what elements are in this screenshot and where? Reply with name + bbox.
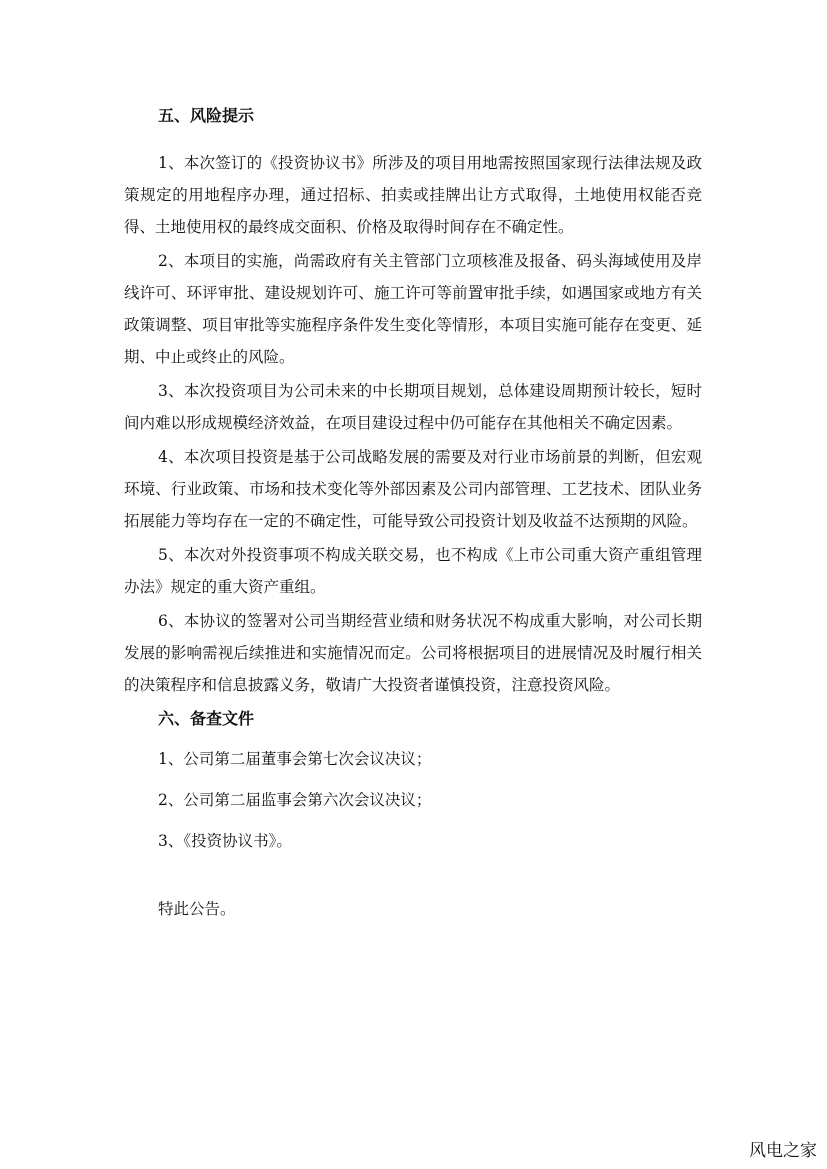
- document-body: [124, 102, 702, 925]
- reference-doc-item-3: 3、《投资协议书》。: [158, 832, 292, 850]
- reference-doc-item-1: 1、公司第二届董事会第七次会议决议；: [158, 750, 432, 768]
- risk-paragraph-4: 4、本次项目投资是基于公司战略发展的需要及对行业市场前景的判断，但宏观环境、行业政策、市场和技术变化等外部因素及公司内部管理、工艺技术、团队业务拓展能力等均存在一定的不确定性，可能导致公司投资计划及收益不达预期的风险。: [124, 448, 702, 530]
- risk-paragraph-1: 1、本次签订的《投资协议书》所涉及的项目用地需按照国家现行法律法规及政策规定的用地程序办理，通过招标、拍卖或挂牌出让方式取得，土地使用权能否竞得、土地使用权的最终成交面积、价格及取得时间存在不确定性。: [124, 154, 702, 236]
- reference-doc-item-2: 2、公司第二届监事会第六次会议决议；: [158, 791, 432, 809]
- risk-paragraph-2: 2、本项目的实施，尚需政府有关主管部门立项核准及报备、码头海域使用及岸线许可、环评审批、建设规划许可、施工许可等前置审批手续，如遇国家或地方有关政策调整、项目审批等实施程序条件发生变化等情形，本项目实施可能存在变更、延期、中止或终止的风险。: [124, 252, 702, 366]
- watermark-text: 风电之家: [749, 1141, 817, 1161]
- risk-paragraph-5: 5、本次对外投资事项不构成关联交易，也不构成《上市公司重大资产重组管理办法》规定的重大资产重组。: [124, 546, 702, 596]
- closing-statement: 特此公告。: [158, 900, 236, 918]
- risk-paragraph-6: 6、本协议的签署对公司当期经营业绩和财务状况不构成重大影响，对公司长期发展的影响需视后续推进和实施情况而定。公司将根据项目的进展情况及时履行相关的决策程序和信息披露义务，敬请广大投资者谨慎投资，注意投资风险。: [124, 612, 702, 694]
- risk-paragraph-3: 3、本次投资项目为公司未来的中长期项目规划，总体建设周期预计较长，短时间内难以形成规模经济效益，在项目建设过程中仍可能存在其他相关不确定因素。: [124, 382, 702, 432]
- section-heading-reference-docs: 六、备查文件: [158, 709, 255, 728]
- section-heading-risk: 五、风险提示: [158, 106, 255, 125]
